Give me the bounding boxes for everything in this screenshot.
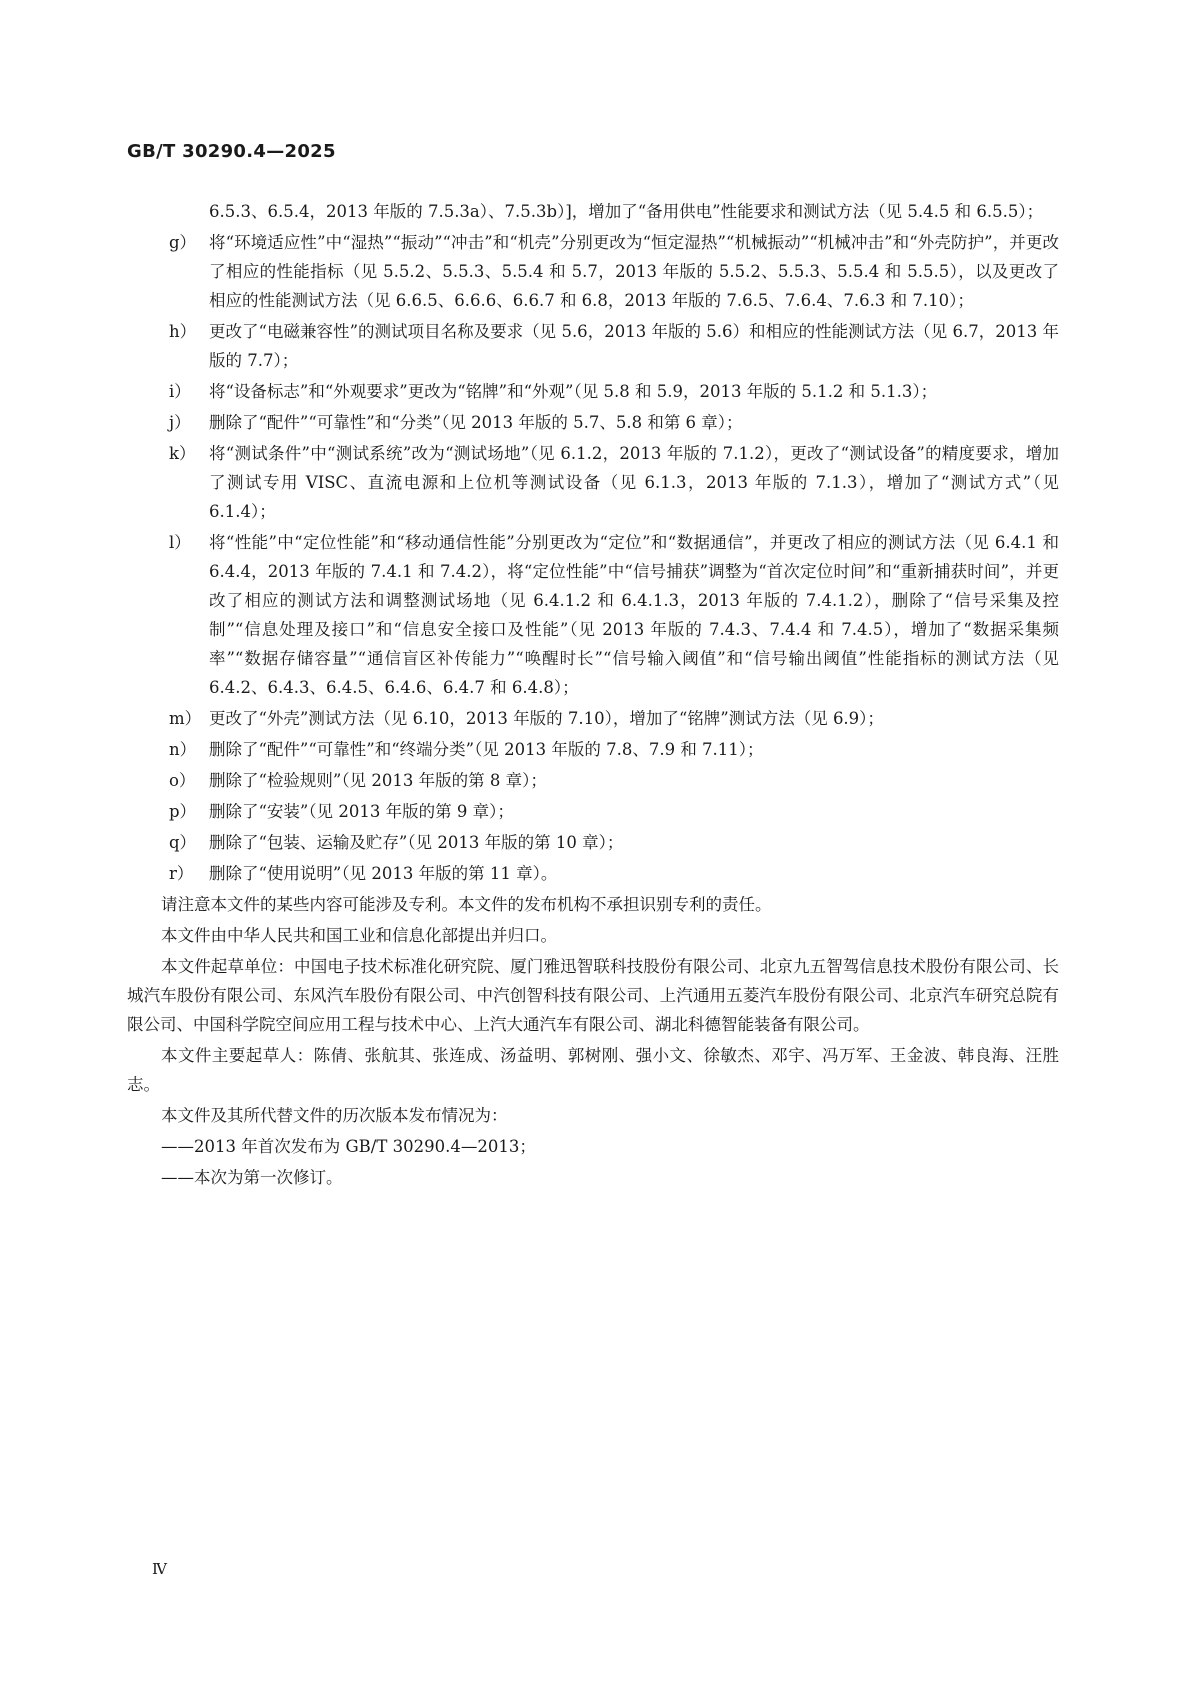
list-marker: r） [169, 864, 194, 883]
list-marker: q） [169, 833, 197, 852]
list-item-text: 将“设备标志”和“外观要求”更改为“铭牌”和“外观”（见 5.8 和 5.9，2013 年版的 5.1.2 和 5.1.3）； [209, 382, 938, 401]
list-marker: m） [169, 709, 202, 728]
list-item-g [127, 228, 1059, 315]
list-item-text: 将“性能”中“定位性能”和“移动通信性能”分别更改为“定位”和“数据通信”，并更改了相应的测试方法（见 6.4.1 和 6.4.4，2013 年版的 7.4.1 和 7.4.2），将“定位性能”中“信号捕获”调整为“首次定位时间”和“重新捕获时间”，并更改了相应的测试方法和调整测试场地（见 6.4.1.2 和 6.4.1.3，2013 年版的 7.4.1.2），删除了“信号采集及控制”“信息处理及接口”和“信息安全接口及性能”（见 2013 年版的 7.4.3、7.4.4 和 7.4.5），增加了“数据采集频率”“数据存储容量”“通信盲区补传能力”“唤醒时长”“信号输入阈值”和“信号输出阈值”性能指标的测试方法（见 6.4.2、6.4.3、6.4.5、6.4.6、6.4.7 和 6.4.8）； [209, 533, 1059, 697]
list-item-text: 删除了“配件”“可靠性”和“终端分类”（见 2013 年版的 7.8、7.9 和 7.11）； [209, 740, 764, 759]
list-item-h [127, 317, 1059, 375]
history-item: ——2013 年首次发布为 GB/T 30290.4—2013； [161, 1137, 536, 1156]
list-item-l [127, 528, 1059, 702]
list-item-r [127, 859, 1059, 888]
drafting-units-paragraph: 本文件起草单位：中国电子技术标准化研究院、厦门雅迅智联科技股份有限公司、北京九五智驾信息技术股份有限公司、长城汽车股份有限公司、东风汽车股份有限公司、中汽创智科技有限公司、上汽通用五菱汽车股份有限公司、北京汽车研究总院有限公司、中国科学院空间应用工程与技术中心、上汽大通汽车有限公司、湖北科德智能装备有限公司。 [127, 957, 1059, 1034]
list-item-j [127, 408, 1059, 437]
standard-code-header: GB/T 30290.4—2025 [127, 141, 336, 162]
history-intro-paragraph: 本文件及其所代替文件的历次版本发布情况为： [161, 1106, 508, 1125]
list-marker: k） [169, 444, 196, 463]
list-marker: o） [169, 771, 196, 790]
list-marker: h） [169, 322, 197, 341]
drafters-paragraph: 本文件主要起草人：陈倩、张航其、张连成、汤益明、郭树刚、强小文、徐敏杰、邓宇、冯万军、王金波、韩良海、汪胜志。 [127, 1046, 1059, 1094]
list-marker: p） [169, 802, 197, 821]
list-marker: i） [169, 382, 191, 401]
list-marker: g） [169, 233, 197, 252]
list-item-text: 将“测试条件”中“测试系统”改为“测试场地”（见 6.1.2，2013 年版的 7.1.2），更改了“测试设备”的精度要求，增加了测试专用 VISC、直流电源和上位机等测试设备（见 6.1.3，2013 年版的 7.1.3），增加了“测试方式”（见 6.1.4）； [209, 444, 1059, 521]
list-marker: l） [169, 533, 191, 552]
list-item-o [127, 766, 1059, 795]
patent-notice-paragraph: 请注意本文件的某些内容可能涉及专利。本文件的发布机构不承担识别专利的责任。 [161, 895, 772, 914]
list-item-text: 删除了“检验规则”（见 2013 年版的第 8 章）； [209, 771, 547, 790]
list-item-text: 将“环境适应性”中“湿热”“振动”“冲击”和“机壳”分别更改为“恒定湿热”“机械振动”“机械冲击”和“外壳防护”，并更改了相应的性能指标（见 5.5.2、5.5.3、5.5.4 和 5.7，2013 年版的 5.5.2、5.5.3、5.5.4 和 5.5.5），以及更改了相应的性能测试方法（见 6.6.5、6.6.6、6.6.7 和 6.8，2013 年版的 7.6.5、7.6.4、7.6.3 和 7.10）； [209, 233, 1059, 310]
list-item-p [127, 797, 1059, 826]
list-item-text: 删除了“配件”“可靠性”和“分类”（见 2013 年版的 5.7、5.8 和第 6 章）； [209, 413, 743, 432]
list-item-text: 删除了“使用说明”（见 2013 年版的第 11 章）。 [209, 864, 558, 883]
proposer-paragraph: 本文件由中华人民共和国工业和信息化部提出并归口。 [161, 926, 557, 945]
document-body [127, 199, 1059, 1194]
list-item-text: 6.5.3、6.5.4，2013 年版的 7.5.3a）、7.5.3b）]，增加了“备用供电”性能要求和测试方法（见 5.4.5 和 6.5.5）； [209, 202, 1044, 221]
page-number: Ⅳ [152, 1560, 167, 1578]
list-marker: j） [169, 413, 191, 432]
list-item-text: 删除了“包装、运输及贮存”（见 2013 年版的第 10 章）； [209, 833, 624, 852]
list-item-text: 更改了“电磁兼容性”的测试项目名称及要求（见 5.6，2013 年版的 5.6）和相应的性能测试方法（见 6.7，2013 年版的 7.7）； [209, 322, 1059, 370]
list-marker: n） [169, 740, 197, 759]
list-item-q [127, 828, 1059, 857]
list-item-n [127, 735, 1059, 764]
list-item-text: 删除了“安装”（见 2013 年版的第 9 章）； [209, 802, 514, 821]
list-item-k [127, 439, 1059, 526]
list-item-text: 更改了“外壳”测试方法（见 6.10，2013 年版的 7.10），增加了“铭牌”测试方法（见 6.9）； [209, 709, 884, 728]
list-item-i [127, 377, 1059, 406]
list-item-m [127, 704, 1059, 733]
list-item-continuation [127, 197, 1059, 226]
history-item: ——本次为第一次修订。 [161, 1168, 343, 1187]
